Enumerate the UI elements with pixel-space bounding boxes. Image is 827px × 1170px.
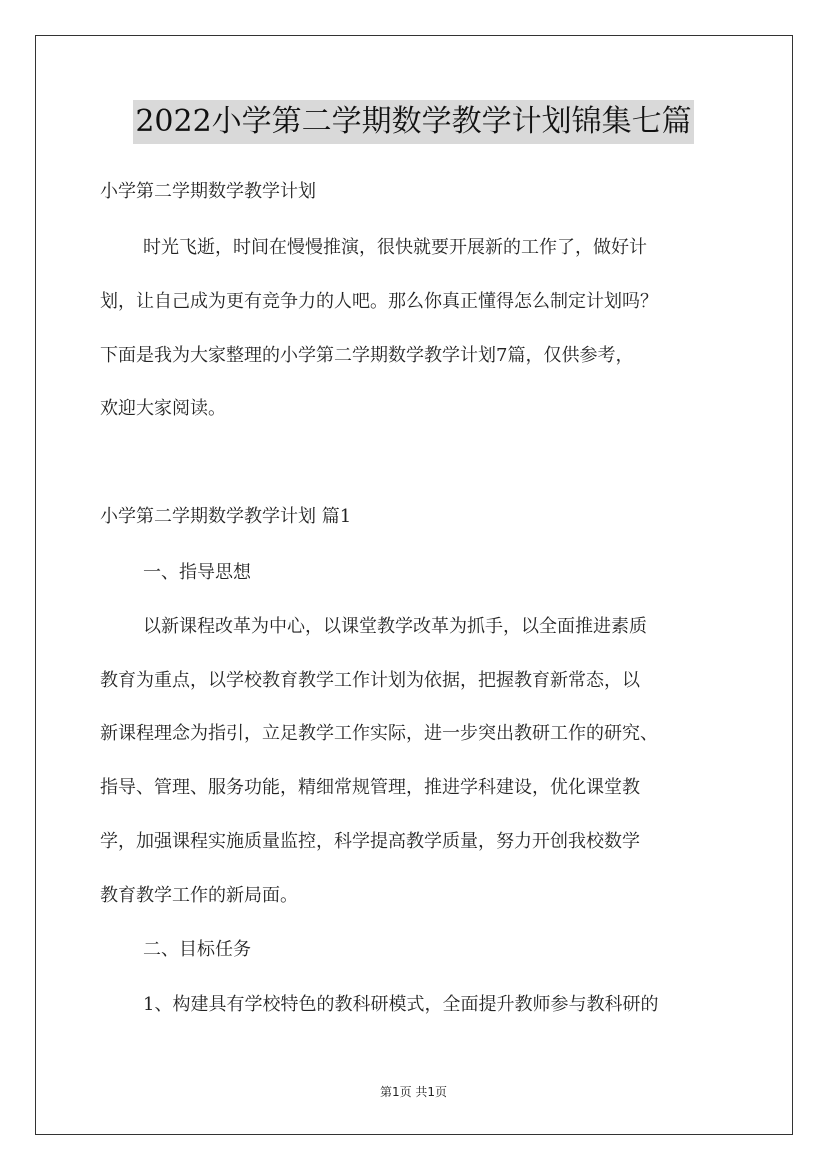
intro-paragraph-line: 时光飞逝，时间在慢慢推演，很快就要开展新的工作了，做好计 [143,237,647,258]
intro-paragraph-line: 划，让自己成为更有竞争力的人吧。那么你真正懂得怎么制定计划吗？ [100,291,658,312]
section-heading: 小学第二学期数学教学计划 篇1 [100,506,352,527]
subheading-goals-tasks: 二、目标任务 [143,939,251,960]
subheading-guiding-ideology: 一、指导思想 [143,562,251,583]
list-item: 1、构建具有学校特色的教科研模式，全面提升教师参与教科研的 [143,994,659,1015]
paragraph-line: 学，加强课程实施质量监控，科学提高教学质量，努力开创我校数学 [100,831,640,852]
paragraph-line: 教育为重点，以学校教育教学工作计划为依据，把握教育新常态，以 [100,670,640,691]
title-container [0,100,827,144]
paragraph-line: 教育教学工作的新局面。 [100,885,298,906]
intro-paragraph-line: 欢迎大家阅读。 [100,398,226,419]
document-title: 2022小学第二学期数学教学计划锦集七篇 [133,100,693,144]
paragraph-line: 以新课程改革为中心，以课堂教学改革为抓手，以全面推进素质 [143,616,647,637]
intro-heading: 小学第二学期数学教学计划 [100,181,316,202]
intro-paragraph-line: 下面是我为大家整理的小学第二学期数学教学计划7篇，仅供参考， [100,345,634,366]
paragraph-line: 指导、管理、服务功能，精细常规管理，推进学科建设，优化课堂教 [100,777,640,798]
page-number: 第1页 共1页 [379,1085,448,1099]
paragraph-line: 新课程理念为指引，立足教学工作实际，进一步突出教研工作的研究、 [100,723,658,744]
